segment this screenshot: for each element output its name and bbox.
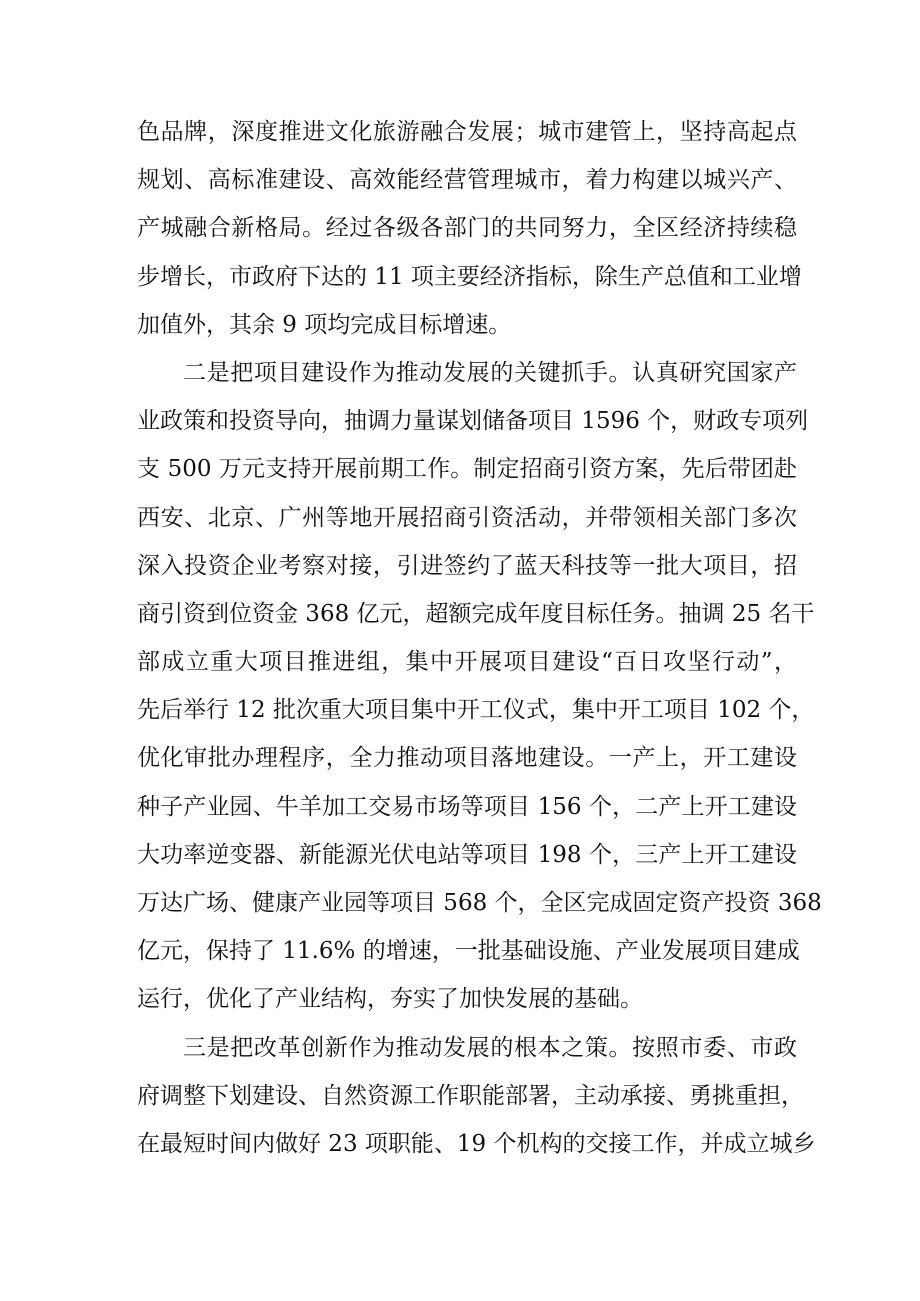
text-line: 色品牌，深度推进文化旅游融合发展；城市建管上，坚持高起点 [137,119,797,145]
text-line: 在最短时间内做好 23 项职能、19 个机构的交接工作，并成立城乡 [137,1130,816,1157]
text-line: 运行，优化了产业结构，夯实了加快发展的基础。 [137,986,643,1013]
text-line: 大功率逆变器、新能源光伏电站等项目 198 个，三产上开工建设 [137,841,797,868]
paragraph-2 [137,349,822,1024]
text-line: 商引资到位资金 368 亿元，超额完成年度目标任务。抽调 25 名干 [137,600,815,627]
text-line: 规划、高标准建设、高效能经营管理城市，着力构建以城兴产、 [137,167,797,194]
text-line: 先后举行 12 批次重大项目集中开工仪式，集中开工项目 102 个， [137,697,815,724]
text-line: 府调整下划建设、自然资源工作职能部署，主动承接、勇挑重担， [137,1082,804,1109]
paragraph-3 [137,1024,816,1169]
text-line: 西安、北京、广州等地开展招商引资活动，并带领相关部门多次 [137,504,797,531]
text-line: 三是把改革创新作为推动发展的根本之策。按照市委、市政 [183,1034,797,1061]
text-line: 万达广场、健康产业园等项目 568 个，全区完成固定资产投资 368 [137,890,822,916]
text-line: 支 500 万元支持开展前期工作。制定招商引资方案，先后带团赴 [137,456,797,483]
paragraph-1 [137,108,802,349]
document-body [137,108,822,1168]
text-line: 亿元，保持了 11.6% 的增速，一批基础设施、产业发展项目建成 [137,938,800,965]
text-line: 二是把项目建设作为推动发展的关键抓手。认真研究国家产 [183,359,797,386]
text-line: 业政策和投资导向，抽调力量谋划储备项目 1596 个，财政专项列 [137,408,809,435]
text-line: 深入投资企业考察对接，引进签约了蓝天科技等一批大项目，招 [137,552,797,579]
text-line: 种子产业园、牛羊加工交易市场等项目 156 个，二产上开工建设 [137,793,797,820]
text-line: 步增长，市政府下达的 11 项主要经济指标，除生产总值和工业增 [137,263,802,290]
text-line: 加值外，其余 9 项均完成目标增速。 [137,311,512,338]
text-line: 部成立重大项目推进组，集中开展项目建设“百日攻坚行动”， [137,649,797,676]
text-line: 产城融合新格局。经过各级各部门的共同努力，全区经济持续稳 [137,215,797,242]
text-line: 优化审批办理程序，全力推动项目落地建设。一产上，开工建设 [137,745,797,772]
